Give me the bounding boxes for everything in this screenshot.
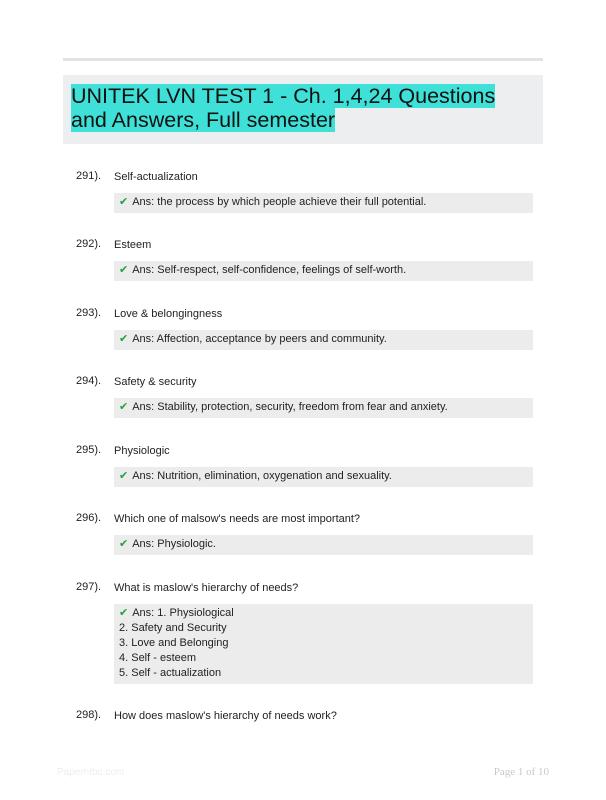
question-text: Esteem (114, 239, 152, 251)
answer-box (114, 467, 533, 487)
answer-line (119, 537, 525, 552)
checkmark-icon: ✔ (119, 607, 129, 619)
answer-text: 3. Love and Belonging (119, 637, 229, 649)
answer-line (119, 469, 525, 484)
question-text: What is maslow's hierarchy of needs? (114, 582, 299, 594)
top-divider (63, 58, 543, 61)
question-text: Safety & security (114, 376, 197, 388)
answer-text: Ans: Physiologic. (132, 538, 216, 550)
answer-text: Ans: Affection, acceptance by peers and community. (132, 333, 387, 345)
answer-box (114, 193, 533, 213)
checkmark-icon: ✔ (119, 196, 129, 208)
answer-line (119, 636, 525, 651)
answer-text: Ans: Stability, protection, security, freedom from fear and anxiety. (132, 401, 448, 413)
answer-text: Ans: 1. Physiological (132, 607, 234, 619)
answer-line (119, 195, 525, 210)
answer-box (114, 604, 533, 684)
question-number: 291). (76, 170, 102, 182)
answer-line (119, 651, 525, 666)
answer-box (114, 535, 533, 555)
answer-text: 4. Self - esteem (119, 652, 197, 664)
answer-text: 2. Safety and Security (119, 622, 227, 634)
question-text: Love & belongingness (114, 308, 223, 320)
answer-box (114, 330, 533, 350)
answer-line (119, 332, 525, 347)
checkmark-icon: ✔ (119, 401, 129, 413)
page-number: Page 1 of 10 (493, 766, 549, 778)
checkmark-icon: ✔ (119, 538, 129, 550)
question-number: 293). (76, 307, 102, 319)
question-number: 292). (76, 238, 102, 250)
footer-watermark: Paperhtbc.com (57, 767, 125, 778)
question-number: 298). (76, 709, 102, 721)
checkmark-icon: ✔ (119, 470, 129, 482)
answer-line (119, 666, 525, 681)
question-number: 297). (76, 581, 102, 593)
question-number: 295). (76, 444, 102, 456)
title-banner (63, 75, 543, 144)
answer-line (119, 400, 525, 415)
question-text: Which one of malsow's needs are most important? (114, 513, 361, 525)
checkmark-icon: ✔ (119, 264, 129, 276)
document-title (71, 84, 531, 132)
answer-line (119, 606, 525, 621)
document-title-text: UNITEK LVN TEST 1 - Ch. 1,4,24 Questions and Answers, Full semester (71, 84, 496, 132)
question-number: 296). (76, 512, 102, 524)
question-text: How does maslow's hierarchy of needs work? (114, 710, 337, 722)
question-text: Physiologic (114, 445, 170, 457)
question-text: Self-actualization (114, 171, 198, 183)
checkmark-icon: ✔ (119, 333, 129, 345)
answer-line (119, 621, 525, 636)
answer-text: Ans: Nutrition, elimination, oxygenation and sexuality. (132, 470, 392, 482)
answer-text: Ans: the process by which people achieve their full potential. (132, 196, 427, 208)
answer-text: Ans: Self-respect, self-confidence, feelings of self-worth. (132, 264, 407, 276)
answer-box (114, 398, 533, 418)
answer-line (119, 263, 525, 278)
answer-text: 5. Self - actualization (119, 667, 222, 679)
answer-box (114, 261, 533, 281)
question-number: 294). (76, 375, 102, 387)
